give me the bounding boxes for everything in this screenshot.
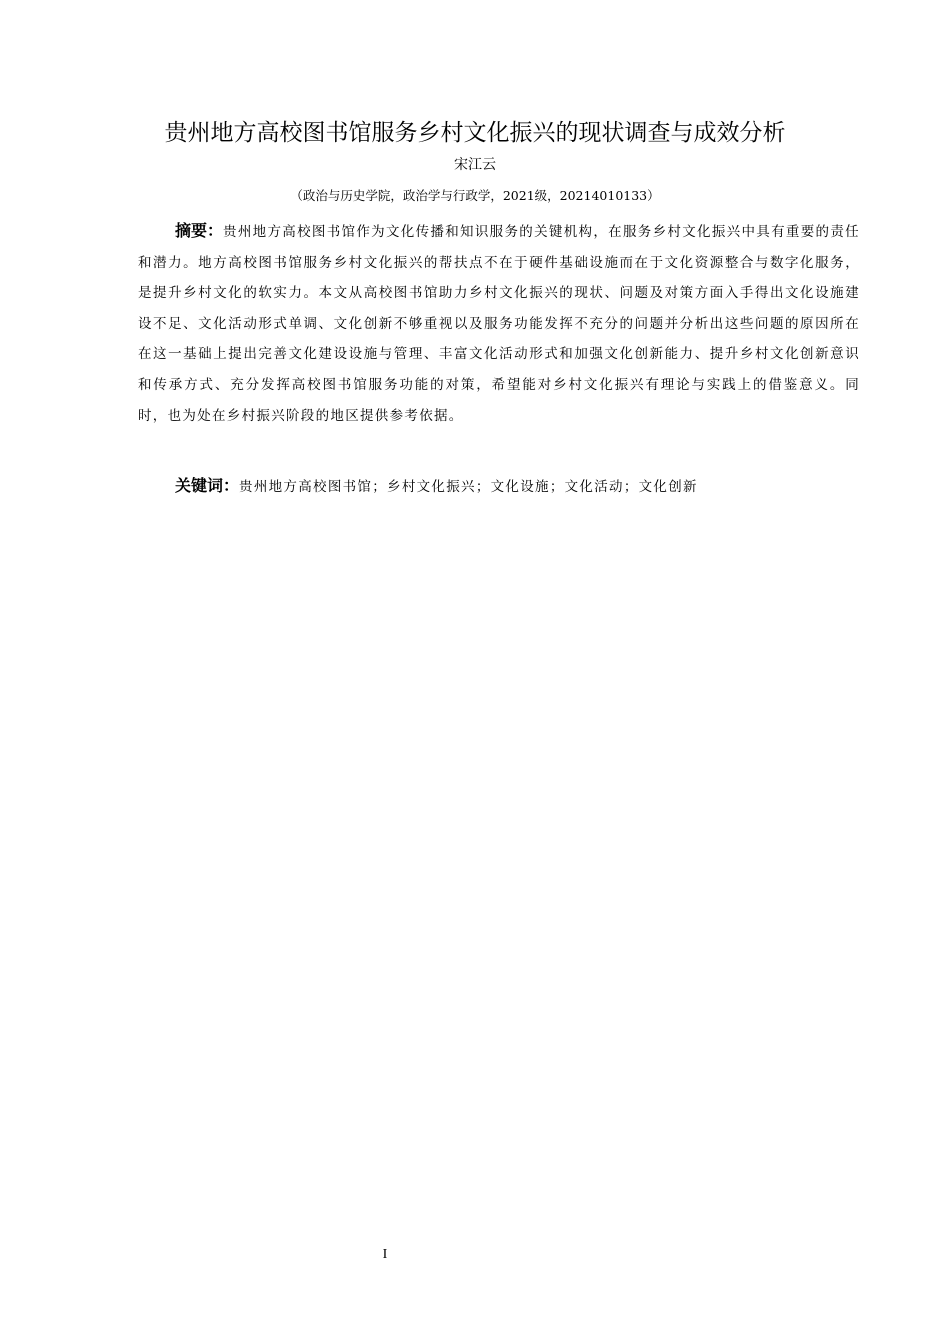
keywords-line (175, 472, 860, 501)
author-name: 宋江云 (454, 157, 496, 173)
page-number: I (382, 1247, 388, 1262)
abstract-label: 摘要： (175, 221, 224, 240)
abstract-text: 贵州地方高校图书馆作为文化传播和知识服务的关键机构，在服务乡村文化振兴中具有重要的责任和潜力。地方高校图书馆服务乡村文化振兴的帮扶点不在于硬件基础设施而在于文化资源整合与数字化服务，是提升乡村文化的软实力。本文从高校图书馆助力乡村文化振兴的现状、问题及对策方面入手得出文化设施建设不足、文化活动形式单调、文化创新不够重视以及服务功能发挥不充分的问题并分析出这些问题的原因所在在这一基础上提出完善文化建设设施与管理、丰富文化活动形式和加强文化创新能力、提升乡村文化创新意识和传承方式、充分发挥高校图书馆服务功能的对策，希望能对乡村文化振兴有理论与实践上的借鉴意义。同时，也为处在乡村振兴阶段的地区提供参考依据。 (138, 224, 860, 424)
abstract-paragraph (138, 216, 860, 431)
author-affiliation: （政治与历史学院，政治学与行政学，2021级，20214010133） (290, 188, 660, 203)
keywords-text: 贵州地方高校图书馆；乡村文化振兴；文化设施；文化活动；文化创新 (239, 479, 698, 495)
paper-title: 贵州地方高校图书馆服务乡村文化振兴的现状调查与成效分析 (164, 120, 786, 146)
keywords-label: 关键词： (175, 476, 240, 495)
